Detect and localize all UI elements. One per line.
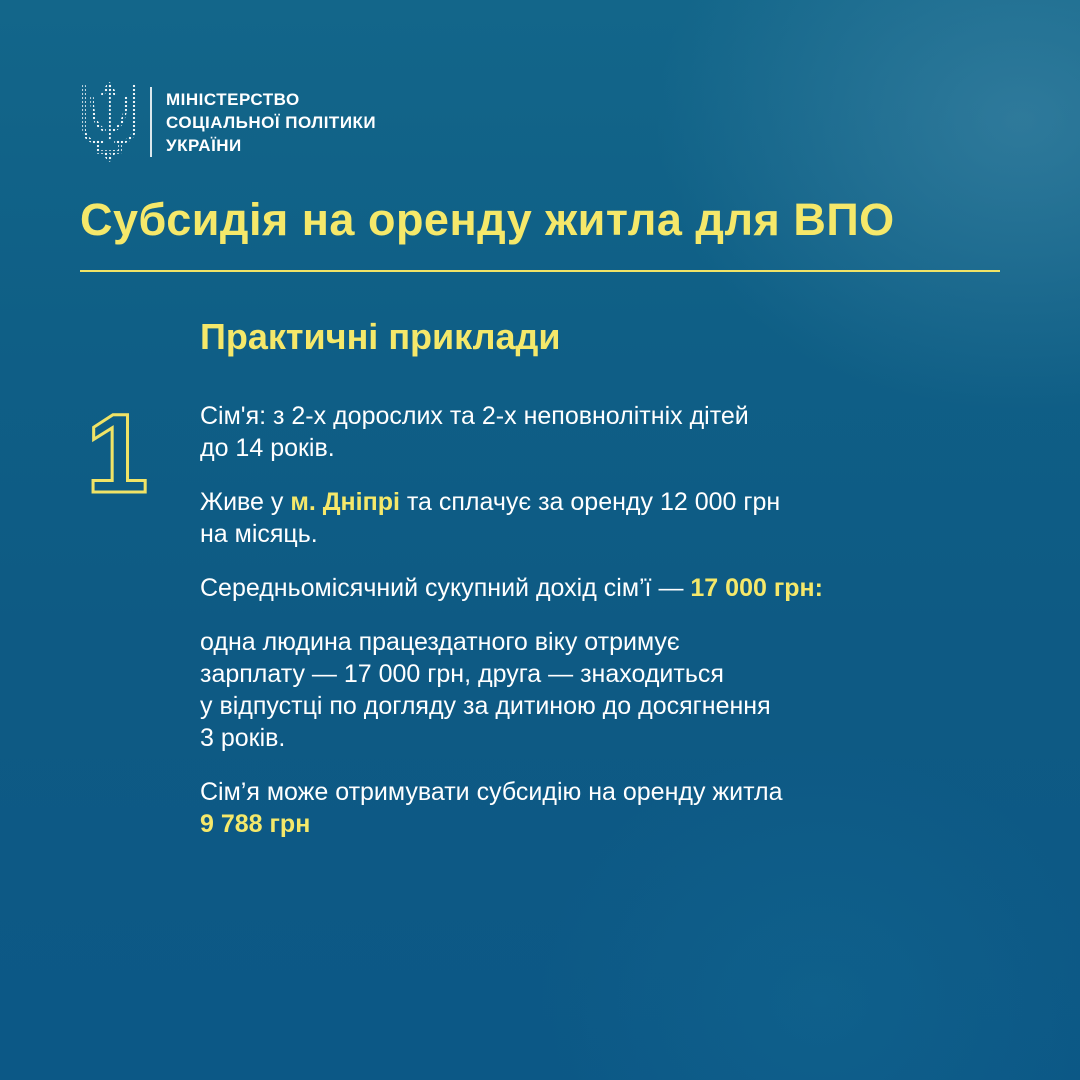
ministry-logo bbox=[80, 80, 376, 164]
city-highlight: м. Дніпрі bbox=[290, 488, 400, 516]
income-details-line4: 3 років. bbox=[200, 724, 286, 752]
example-number: 1 bbox=[86, 391, 149, 516]
family-composition-line1: Сім'я: з 2-х дорослих та 2-х неповнолітніх дітей bbox=[200, 402, 749, 430]
ministry-name-line1: МІНІСТЕРСТВО bbox=[166, 89, 300, 109]
income-details-line1: одна людина працездатного віку отримує bbox=[200, 628, 680, 656]
example-body bbox=[200, 400, 1000, 862]
trident-icon bbox=[80, 80, 138, 164]
income-details-line2: зарплату — 17 000 грн, друга — знаходиться bbox=[200, 660, 724, 688]
family-composition bbox=[200, 400, 1000, 464]
residence-prefix: Живе у bbox=[200, 488, 291, 516]
family-income bbox=[200, 572, 1000, 604]
family-composition-line2: до 14 років. bbox=[200, 434, 335, 462]
income-details bbox=[200, 626, 1000, 754]
subsidy-amount: 9 788 грн bbox=[200, 810, 311, 838]
residence-suffix: та сплачує за оренду 12 000 грн bbox=[399, 488, 781, 516]
ministry-name bbox=[166, 88, 376, 157]
residence-line2: на місяць. bbox=[200, 520, 318, 548]
subsidy-text: Сім’я може отримувати субсидію на оренду житла bbox=[200, 778, 783, 806]
logo-divider bbox=[150, 87, 152, 157]
income-details-line3: у відпустці по догляду за дитиною до досягнення bbox=[200, 692, 771, 720]
section-subtitle: Практичні приклади bbox=[200, 316, 561, 357]
page-title: Субсидія на оренду житла для ВПО bbox=[80, 194, 895, 245]
ministry-name-line3: УКРАЇНИ bbox=[166, 135, 242, 155]
income-prefix: Середньомісячний сукупний дохід сім’ї — bbox=[200, 574, 691, 602]
title-divider bbox=[80, 270, 1000, 272]
ministry-name-line2: СОЦІАЛЬНОЇ ПОЛІТИКИ bbox=[166, 112, 377, 132]
income-amount: 17 000 грн: bbox=[690, 574, 823, 602]
residence-rent bbox=[200, 486, 1000, 550]
subsidy-result bbox=[200, 776, 1000, 840]
